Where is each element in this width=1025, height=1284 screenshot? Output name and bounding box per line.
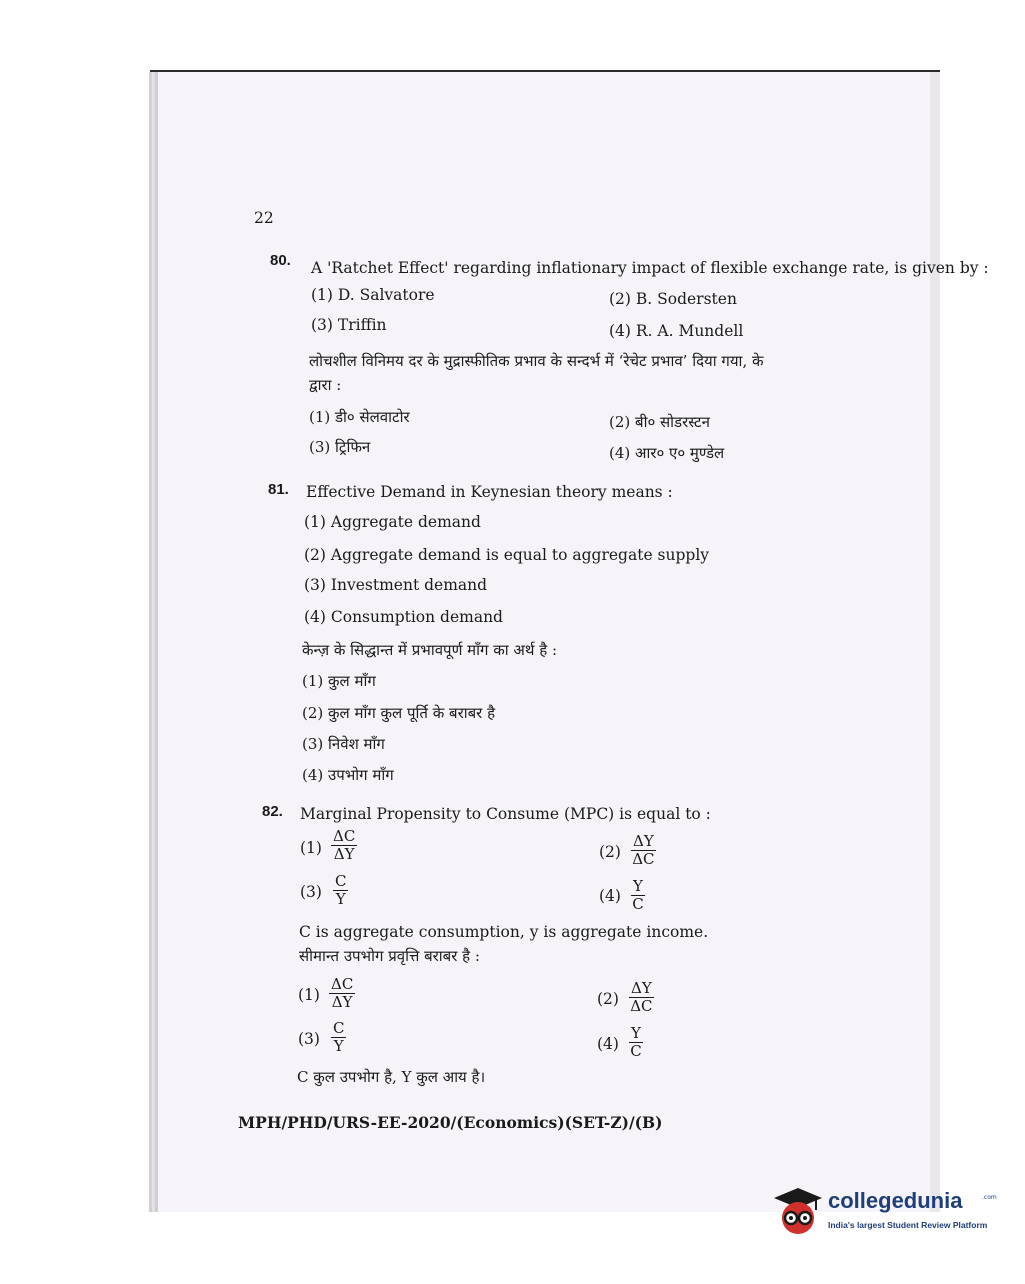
q82-option-4-label: (4)	[599, 887, 621, 905]
q82-option-4-fraction	[631, 878, 645, 913]
q82-hindi-option-4-label: (4)	[597, 1035, 619, 1053]
fraction-numerator: ΔC	[331, 975, 354, 993]
question-number-81: 81.	[268, 481, 289, 498]
q80-option-1: (1) D. Salvatore	[311, 286, 435, 304]
fraction-denominator: ΔC	[630, 997, 653, 1015]
fraction-denominator: C	[632, 895, 644, 913]
q81-option-4: (4) Consumption demand	[304, 608, 503, 626]
q80-hindi-option-4: (4) आर० ए० मुण्डेल	[609, 444, 725, 462]
logo-wordmark: collegedunia	[828, 1188, 963, 1213]
q82-option-2-label: (2)	[599, 843, 621, 861]
question-81-text: Effective Demand in Keynesian theory means :	[306, 483, 673, 501]
q80-hindi-option-1: (1) डी० सेलवाटोर	[309, 408, 410, 426]
q80-hindi-option-2: (2) बी० सोडरस्टन	[609, 413, 710, 431]
q82-option-1-label: (1)	[300, 839, 322, 857]
paper-code-footer: MPH/PHD/URS-EE-2020/(Economics)(SET-Z)/(B)	[238, 1113, 663, 1132]
question-80-hindi-line1: लोचशील विनिमय दर के मुद्रास्फीतिक प्रभाव के सन्दर्भ में ‘रेचेट प्रभाव’ दिया गया, के	[309, 352, 764, 370]
logo-domain-suffix: .com	[982, 1194, 997, 1201]
fraction-numerator: C	[333, 1019, 345, 1037]
q81-hindi-option-3: (3) निवेश माँग	[302, 735, 385, 753]
q81-hindi-option-4: (4) उपभोग माँग	[302, 766, 394, 784]
question-81-hindi: केन्ज़ के सिद्धान्त में प्रभावपूर्ण माँग का अर्थ है :	[302, 641, 558, 659]
q80-option-2: (2) B. Sodersten	[609, 290, 737, 308]
fraction-denominator: ΔY	[331, 993, 353, 1011]
q82-hindi-option-3-fraction	[331, 1020, 346, 1055]
q82-hindi-note: C कुल उपभोग है, Y कुल आय है।	[297, 1068, 486, 1086]
q82-hindi-option-2-fraction	[629, 980, 654, 1015]
fraction-denominator: C	[630, 1042, 642, 1060]
q82-hindi-option-3-label: (3)	[298, 1030, 320, 1048]
q82-hindi-option-1-label: (1)	[298, 986, 320, 1004]
fraction-numerator: ΔY	[631, 979, 652, 997]
q82-hindi-option-4-fraction	[629, 1025, 643, 1060]
fraction-numerator: Y	[631, 1024, 641, 1042]
fraction-numerator: ΔC	[333, 827, 356, 845]
q80-option-4: (4) R. A. Mundell	[609, 322, 744, 340]
q82-hindi-option-2-label: (2)	[597, 990, 619, 1008]
logo-mascot-icon	[768, 1184, 824, 1240]
q80-hindi-option-3: (3) ट्रिफिन	[309, 438, 371, 456]
paper-right-edge	[930, 72, 940, 1212]
q82-option-3-label: (3)	[300, 883, 322, 901]
fraction-denominator: ΔY	[333, 845, 355, 863]
q80-option-3: (3) Triffin	[311, 316, 387, 334]
logo-tagline: India's largest Student Review Platform	[828, 1220, 988, 1230]
question-82-text: Marginal Propensity to Consume (MPC) is equal to :	[300, 805, 711, 823]
fraction-denominator: Y	[335, 890, 346, 908]
question-82-hindi: सीमान्त उपभोग प्रवृत्ति बराबर है :	[299, 947, 480, 965]
q82-note: C is aggregate consumption, y is aggregate income.	[299, 923, 709, 941]
page-number: 22	[254, 209, 274, 227]
question-80-hindi-line2: द्वारा :	[309, 376, 342, 394]
question-number-82: 82.	[262, 803, 283, 820]
q82-option-2-fraction	[631, 833, 656, 868]
fraction-numerator: ΔY	[633, 832, 654, 850]
fraction-numerator: C	[335, 872, 347, 890]
question-number-80: 80.	[270, 252, 291, 269]
fraction-denominator: ΔC	[632, 850, 655, 868]
q81-option-1: (1) Aggregate demand	[304, 513, 481, 531]
q81-option-3: (3) Investment demand	[304, 576, 488, 594]
q81-option-2: (2) Aggregate demand is equal to aggregate supply	[304, 546, 710, 564]
q82-option-3-fraction	[333, 873, 348, 908]
collegedunia-logo[interactable]	[768, 1184, 998, 1244]
fraction-numerator: Y	[633, 877, 643, 895]
question-80-text: A 'Ratchet Effect' regarding inflationary impact of flexible exchange rate, is given by :	[311, 259, 989, 277]
fraction-denominator: Y	[333, 1037, 344, 1055]
q82-hindi-option-1-fraction	[329, 976, 355, 1011]
q82-option-1-fraction	[331, 828, 357, 863]
q81-hindi-option-2: (2) कुल माँग कुल पूर्ति के बराबर है	[302, 704, 496, 722]
q81-hindi-option-1: (1) कुल माँग	[302, 672, 376, 690]
